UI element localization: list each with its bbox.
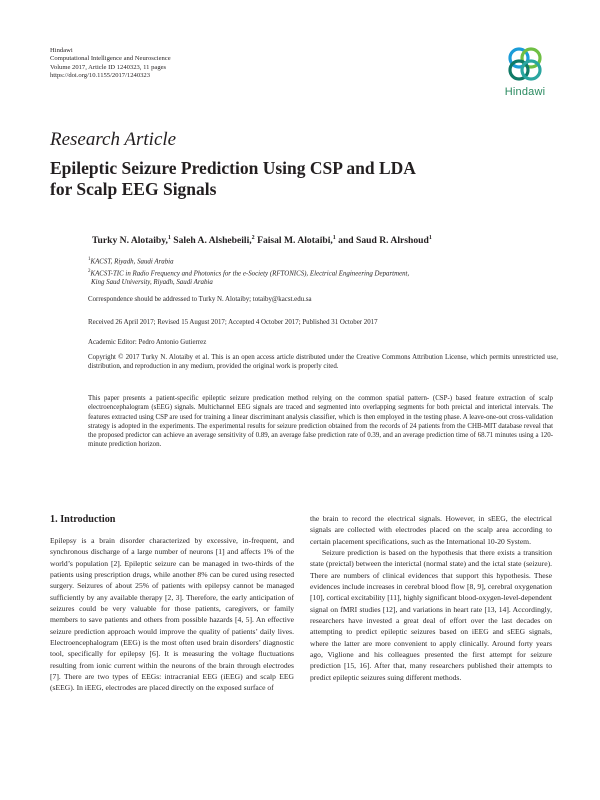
article-type: Research Article [50,129,177,150]
correspondence: Correspondence should be addressed to Turky N. Alotaiby; totaiby@kacst.edu.sa [88,296,312,303]
author-list [92,235,432,246]
academic-editor: Academic Editor: Pedro Antonio Gutierrez [88,339,207,346]
affiliation-item: $^2$KACST-TIC in Radio Frequency and Photonics for the e-Society (RFTONICS), Electrical Engineering Department, [88,268,410,277]
author-affil-mark: 1 [428,235,432,241]
doi-link[interactable]: https://doi.org/10.1155/2017/1240323 [50,71,151,79]
author-affil-mark: 1 [332,235,336,241]
author-affil-mark: 2 [251,235,255,241]
hindawi-logo [492,44,558,106]
publisher-name: Hindawi [50,47,73,54]
author-name[interactable]: Turky N. Alotaiby, [92,235,168,247]
journal-header [50,47,171,80]
paragraph: the brain to record the electrical signals. However, in sEEG, the electrical signals are collected with electrodes placed on the scalp area according to certain placement specifications, such as the International 10-20 System. [310,514,552,546]
author-affil-mark: 1 [167,235,171,241]
logo-text: Hindawi [504,86,546,98]
volume-info: Volume 2017, Article ID 1240323, 11 pages [50,63,167,71]
affiliation-item: King Saud University, Riyadh, Saudi Arabia [91,279,213,287]
journal-name: Computational Intelligence and Neuroscience [50,55,171,63]
paragraph: Seizure prediction is based on the hypothesis that there exists a transition state (preictal) between the interictal (normal state) and the ictal state (seizure). There are numbers of clinical evidences that support this hypothesis. These evidences include increases in cerebral blood flow [8, 9], cerebral oxygenation [10], cortical excitability [11], highly significant blood-oxygen-level-dependent signal on fMRI studies [12], and variations in heart rate [13, 14]. Accordingly, researchers have invested a great deal of effort over the last decades on attempting to predict epileptic seizures based on iEEG and sEEG signals, where the latter are more convenient to apply clinically. Around forty years ago, Viglione and his colleagues presented the first attempt for seizure prediction [15, 16]. After that, many researchers published their attempts to predict epileptic seizures suing different methods. [310,548,552,682]
body-column-left [50,535,294,694]
publication-dates: Received 26 April 2017; Revised 15 August 2017; Accepted 4 October 2017; Published 31 October 2017 [88,319,378,326]
author-name[interactable]: and Saud R. Alrshoud [338,235,429,247]
title-line-2: for Scalp EEG Signals [50,179,217,199]
body-column-right [310,513,552,683]
copyright-notice: Copyright © 2017 Turky N. Alotaiby et al. This is an open access article distributed under the Creative Commons Attribution License, which permits unrestricted use, distribution, and reproduction in any medium, provided the original work is properly cited. [88,354,558,371]
affiliations [88,255,558,287]
author-name[interactable]: Saleh A. Alshebeili, [173,235,252,247]
author-name[interactable]: Faisal M. Alotaibi, [257,235,333,247]
paragraph: Epilepsy is a brain disorder characterized by excessive, in-frequent, and synchronous discharge of a large number of neurons [1] and affects 1% of the world’s population [2]. Epileptic seizure can be managed in two-thirds of the patients using prescription drugs, while another 8% can be cured using resected surgery. Seizures of about 25% of patients with epilepsy cannot be managed sufficiently by any available therapy [2, 3]. Therefore, the early anticipation of seizures could be very valuable for those patients, caregivers, or family members to save patients and others from possible hazards [4, 5]. An effective seizure prediction approach would improve the quality of patients’ daily lives. Electroencephalogram (EEG) is the most often used brain disorders’ diagnostic tool, specifically for epilepsy [6]. It is measuring the voltage fluctuations resulting from ionic current within the neurons of the brain through electrodes [7]. There are two types of EEGs: intracranial EEG (iEEG) and scalp EEG (sEEG). In iEEG, electrodes are placed directly on the exposed surface of [50,536,294,693]
title-line-1: Epileptic Seizure Prediction Using CSP and LDA [50,158,416,178]
section-heading: 1. Introduction [50,514,116,525]
paper-title [50,158,470,200]
affiliation-item: $^1$KACST, Riyadh, Saudi Arabia [88,257,174,266]
hindawi-rings-icon [505,44,545,84]
abstract: This paper presents a patient-specific epileptic seizure predication method relying on the common spatial pattern- (CSP-) based feature extraction of scalp electroencephalogram (sEEG) signals. Multichannel EEG signals are traced and segmented into overlapping segments for both preictal and interictal intervals. The features extracted using CSP are used for training a linear discriminant analysis classifier, which is then employed in the testing phase. A leave-one-out cross-validation strategy is adopted in the experiments. The experimental results for seizure prediction obtained from the records of 24 patients from the CHB-MIT database reveal that the proposed predictor can achieve an average sensitivity of 0.89, an average false prediction rate of 0.39, and an average prediction time of 68.71 minutes using a 120-minute prediction horizon. [88,395,553,449]
